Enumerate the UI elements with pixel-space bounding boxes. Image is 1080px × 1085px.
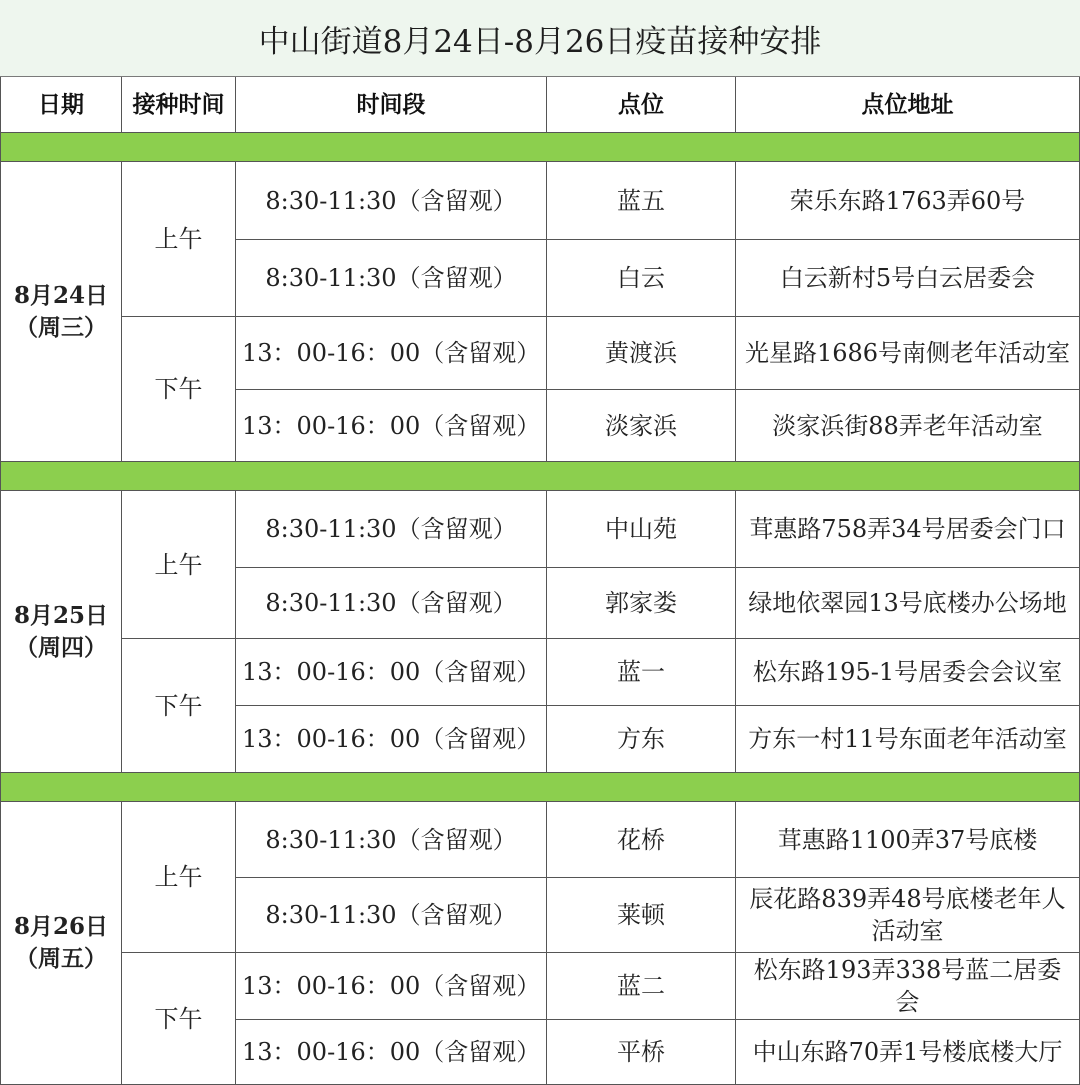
site-cell: 淡家浜 xyxy=(547,390,736,462)
site-cell: 莱顿 xyxy=(547,878,736,953)
day-separator xyxy=(0,133,1080,162)
header-address: 点位地址 xyxy=(736,77,1080,133)
address-cell: 白云新村5号白云居委会 xyxy=(736,240,1080,317)
time-slot-cell: 8:30-11:30（含留观） xyxy=(236,240,547,317)
site-cell: 蓝二 xyxy=(547,953,736,1020)
site-cell: 黄渡浜 xyxy=(547,317,736,390)
header-site: 点位 xyxy=(547,77,736,133)
time-slot-cell: 8:30-11:30（含留观） xyxy=(236,568,547,639)
address-cell: 茸惠路1100弄37号底楼 xyxy=(736,802,1080,878)
address-cell: 茸惠路758弄34号居委会门口 xyxy=(736,491,1080,568)
session-period-cell: 上午 xyxy=(122,491,236,639)
page-title: 中山街道8月24日-8月26日疫苗接种安排 xyxy=(0,0,1080,77)
session-period-cell: 下午 xyxy=(122,317,236,462)
date-label: 8月26日 xyxy=(13,913,108,940)
site-cell: 方东 xyxy=(547,706,736,773)
time-slot-cell: 8:30-11:30（含留观） xyxy=(236,802,547,878)
time-slot-cell: 13：00-16：00（含留观） xyxy=(236,317,547,390)
time-slot-cell: 13：00-16：00（含留观） xyxy=(236,953,547,1020)
header-session: 接种时间 xyxy=(122,77,236,133)
date-cell xyxy=(0,491,122,773)
address-cell: 绿地依翠园13号底楼办公场地 xyxy=(736,568,1080,639)
weekday-label: （周三） xyxy=(15,313,107,341)
header-date: 日期 xyxy=(0,77,122,133)
session-period-cell: 上午 xyxy=(122,162,236,317)
date-label: 8月24日 xyxy=(13,281,108,309)
date-label: 8月25日 xyxy=(13,601,108,629)
time-slot-cell: 13：00-16：00（含留观） xyxy=(236,639,547,706)
time-slot-cell: 8:30-11:30（含留观） xyxy=(236,162,547,240)
time-slot-cell: 13：00-16：00（含留观） xyxy=(236,1020,547,1085)
session-period-cell: 上午 xyxy=(122,802,236,953)
address-cell: 方东一村11号东面老年活动室 xyxy=(736,706,1080,773)
address-cell: 中山东路70弄1号楼底楼大厅 xyxy=(736,1020,1080,1085)
address-cell: 淡家浜街88弄老年活动室 xyxy=(736,390,1080,462)
address-cell: 荣乐东路1763弄60号 xyxy=(736,162,1080,240)
address-cell: 松东路195-1号居委会会议室 xyxy=(736,639,1080,706)
site-cell: 蓝五 xyxy=(547,162,736,240)
site-cell: 平桥 xyxy=(547,1020,736,1085)
site-cell: 郭家娄 xyxy=(547,568,736,639)
address-cell: 松东路193弄338号蓝二居委会 xyxy=(736,953,1080,1020)
weekday-label: （周五） xyxy=(15,945,107,972)
address-cell: 辰花路839弄48号底楼老年人活动室 xyxy=(736,878,1080,953)
time-slot-cell: 8:30-11:30（含留观） xyxy=(236,878,547,953)
site-cell: 蓝一 xyxy=(547,639,736,706)
date-cell xyxy=(0,162,122,462)
header-time-slot: 时间段 xyxy=(236,77,547,133)
time-slot-cell: 8:30-11:30（含留观） xyxy=(236,491,547,568)
date-cell xyxy=(0,802,122,1085)
session-period-cell: 下午 xyxy=(122,953,236,1085)
site-cell: 花桥 xyxy=(547,802,736,878)
day-separator xyxy=(0,462,1080,491)
session-period-cell: 下午 xyxy=(122,639,236,773)
site-cell: 白云 xyxy=(547,240,736,317)
day-separator xyxy=(0,773,1080,802)
weekday-label: （周四） xyxy=(15,633,107,661)
time-slot-cell: 13：00-16：00（含留观） xyxy=(236,390,547,462)
site-cell: 中山苑 xyxy=(547,491,736,568)
time-slot-cell: 13：00-16：00（含留观） xyxy=(236,706,547,773)
address-cell: 光星路1686号南侧老年活动室 xyxy=(736,317,1080,390)
